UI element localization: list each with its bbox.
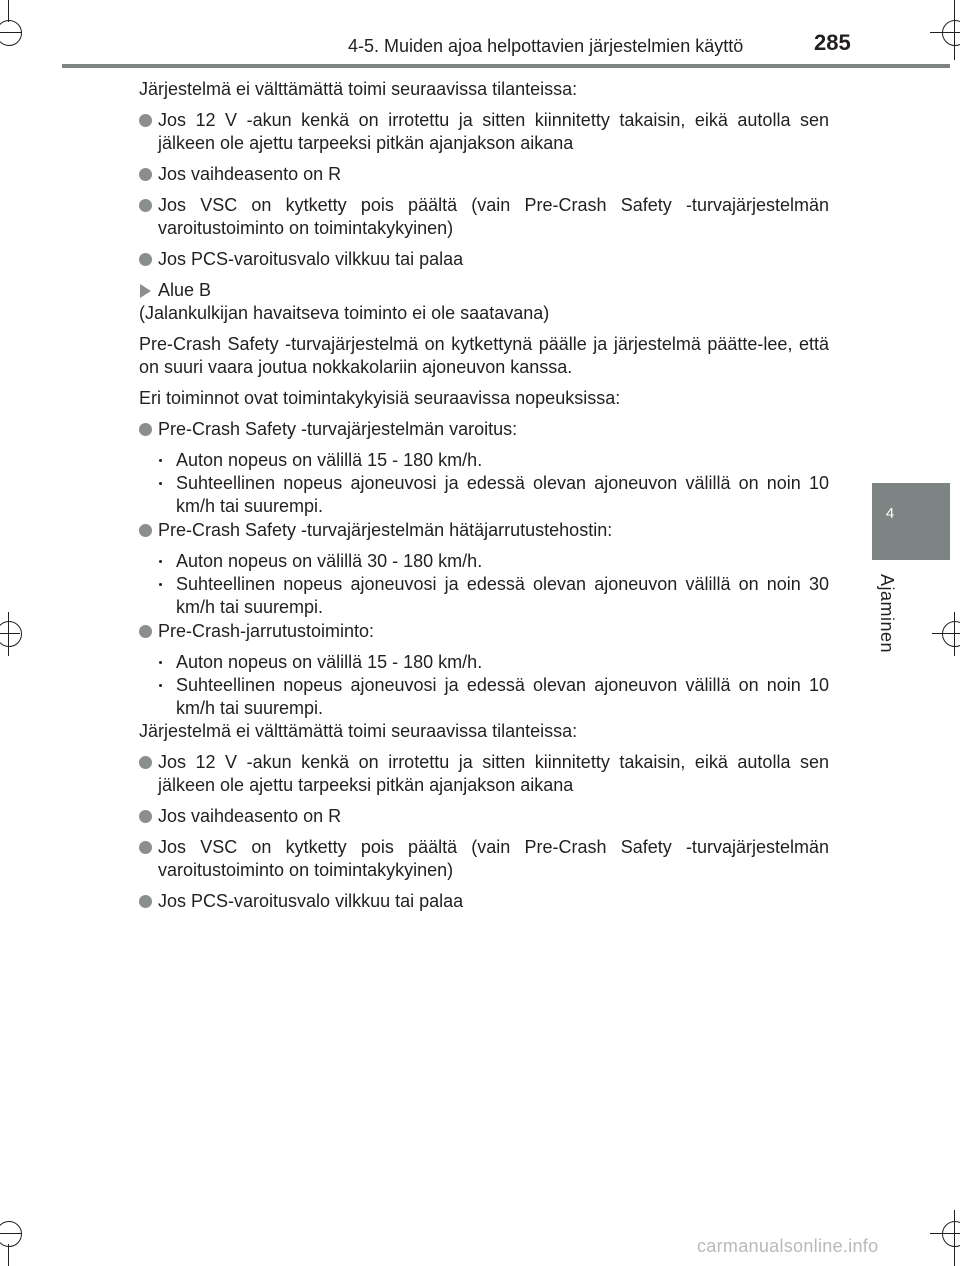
list-item: Jos 12 V -akun kenkä on irrotettu ja sitten kiinnitetty takaisin, eikä autolla sen jälkeen ole ajettu tarpeeksi pitkän ajanjakson aikana	[139, 109, 829, 155]
watermark: carmanualsonline.info	[697, 1236, 879, 1256]
header-rule	[62, 64, 950, 68]
bullet-icon	[139, 625, 152, 638]
bullet-icon	[139, 253, 152, 266]
function-title: Pre-Crash Safety -turvajärjestelmän hätäjarrutustehostin:	[139, 519, 829, 542]
function-title: Pre-Crash-jarrutustoiminto:	[139, 620, 829, 643]
bullet-icon	[139, 114, 152, 127]
function-details	[139, 449, 829, 518]
bullet-icon	[139, 841, 152, 854]
function-title: Pre-Crash Safety -turvajärjestelmän varoitus:	[139, 418, 829, 441]
small-bullet-icon	[159, 684, 162, 687]
function-details	[139, 651, 829, 720]
area-b-subtitle: (Jalankulkijan havaitseva toiminto ei ole saatavana)	[139, 303, 550, 323]
list-item: Jos 12 V -akun kenkä on irrotettu ja sitten kiinnitetty takaisin, eikä autolla sen jälkeen ole ajettu tarpeeksi pitkän ajanjakson aikana	[139, 751, 829, 797]
bullet-icon	[139, 168, 152, 181]
small-bullet-icon	[159, 583, 162, 586]
condition-list-2	[139, 751, 829, 913]
list-item: Jos VSC on kytketty pois päältä (vain Pre-Crash Safety -turvajärjestelmän varoitustoiminto on toimintakykyinen)	[139, 194, 829, 240]
small-bullet-icon	[159, 560, 162, 563]
chapter-number: 4	[885, 505, 895, 522]
chapter-tab[interactable]	[872, 483, 950, 560]
sub-list-item: Suhteellinen nopeus ajoneuvosi ja edessä olevan ajoneuvon välillä on noin 30 km/h tai suurempi.	[139, 573, 829, 619]
page-number: 285	[814, 30, 851, 55]
bullet-icon	[139, 524, 152, 537]
main-content	[139, 78, 829, 921]
description-paragraph: Pre-Crash Safety -turvajärjestelmä on kytkettynä päälle ja järjestelmä päätte-lee, että on suuri vaara joutua nokkakolariin ajoneuvon kanssa.	[139, 334, 829, 377]
bullet-icon	[139, 756, 152, 769]
sub-list-item: Auton nopeus on välillä 30 - 180 km/h.	[139, 550, 829, 573]
list-item: Jos vaihdeasento on R	[139, 805, 829, 828]
speed-intro-paragraph: Eri toiminnot ovat toimintakykyisiä seuraavissa nopeuksissa:	[139, 388, 621, 408]
small-bullet-icon	[159, 482, 162, 485]
function-details	[139, 550, 829, 619]
small-bullet-icon	[159, 661, 162, 664]
sub-list-item: Suhteellinen nopeus ajoneuvosi ja edessä olevan ajoneuvon välillä on noin 10 km/h tai suurempi.	[139, 674, 829, 720]
function-list	[139, 418, 829, 720]
bullet-icon	[139, 895, 152, 908]
intro-paragraph: Järjestelmä ei välttämättä toimi seuraavissa tilanteissa:	[139, 79, 578, 99]
sub-list-item: Auton nopeus on välillä 15 - 180 km/h.	[139, 651, 829, 674]
list-item: Jos vaihdeasento on R	[139, 163, 829, 186]
small-bullet-icon	[159, 459, 162, 462]
list-item: Jos PCS-varoitusvalo vilkkuu tai palaa	[139, 890, 829, 913]
bullet-icon	[139, 199, 152, 212]
sub-list-item: Auton nopeus on välillä 15 - 180 km/h.	[139, 449, 829, 472]
bullet-icon	[139, 810, 152, 823]
list-item: Jos VSC on kytketty pois päältä (vain Pre-Crash Safety -turvajärjestelmän varoitustoiminto on toimintakykyinen)	[139, 836, 829, 882]
chapter-label: Ajaminen	[877, 574, 897, 654]
bullet-icon	[139, 423, 152, 436]
section-title: 4-5. Muiden ajoa helpottavien järjestelmien käyttö	[348, 36, 744, 56]
triangle-arrow-icon	[140, 284, 151, 298]
sub-list-item: Suhteellinen nopeus ajoneuvosi ja edessä olevan ajoneuvon välillä on noin 10 km/h tai suurempi.	[139, 472, 829, 518]
condition-list	[139, 109, 829, 271]
intro-paragraph-2: Järjestelmä ei välttämättä toimi seuraavissa tilanteissa:	[139, 721, 578, 741]
list-item: Jos PCS-varoitusvalo vilkkuu tai palaa	[139, 248, 829, 271]
area-b-heading: Alue B	[139, 279, 829, 302]
